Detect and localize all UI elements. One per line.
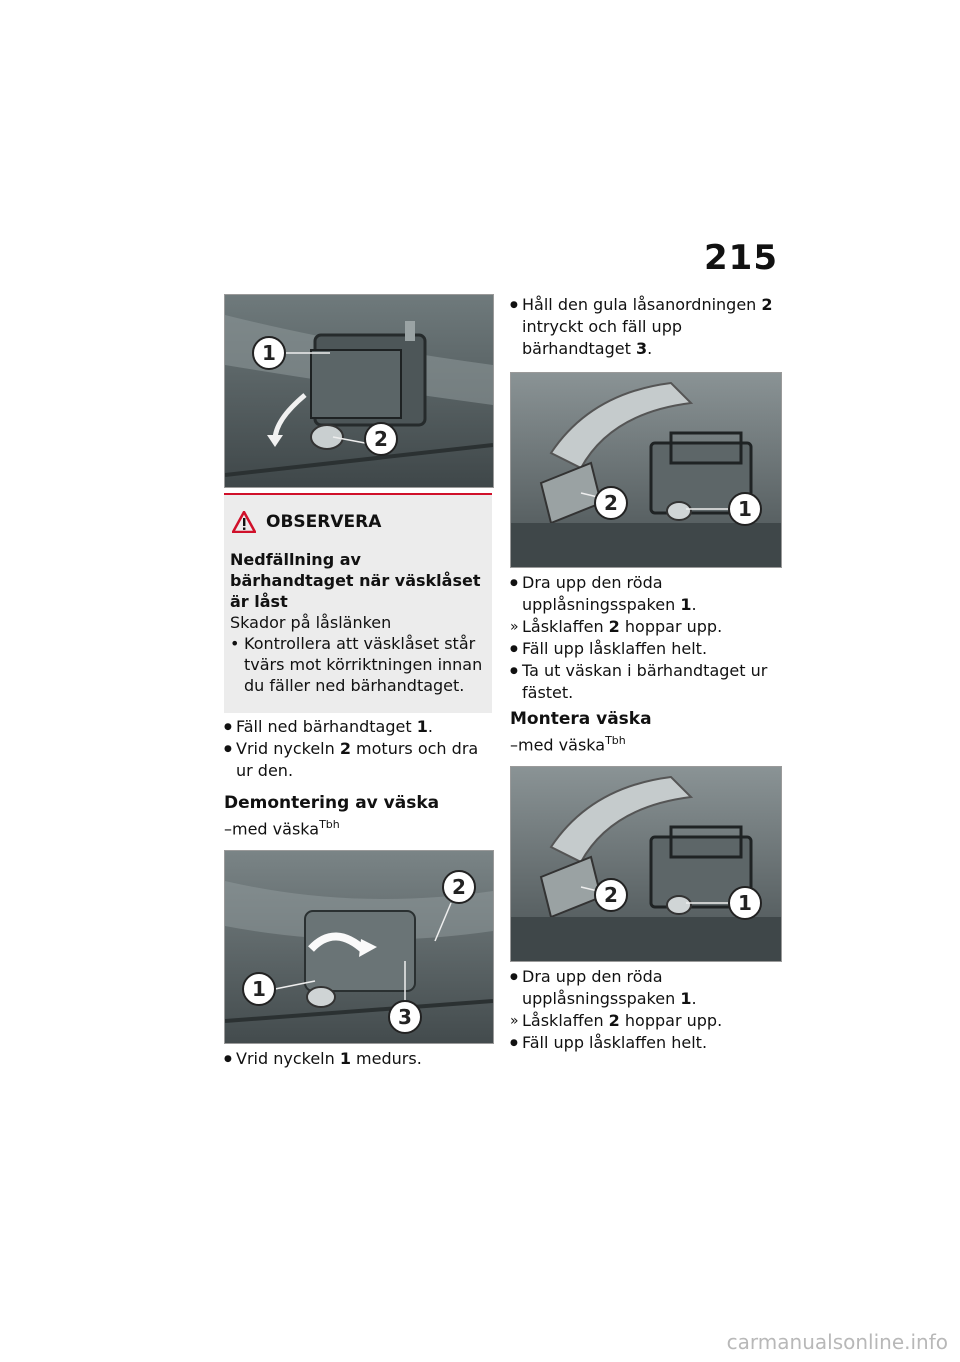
figure-key-turn — [224, 850, 494, 1044]
figure-label: 3 — [398, 1005, 412, 1029]
figure-label: 1 — [738, 891, 752, 915]
step-item: ● Ta ut väskan i bärhandtaget ur fästet. — [510, 660, 782, 704]
right-steps-2 — [510, 572, 782, 704]
section-heading: Demontering av väska — [224, 793, 440, 813]
section-sub-sup: Tbh — [319, 818, 340, 831]
notice-label: OBSERVERA — [266, 512, 382, 532]
notice-item: • Kontrollera att väsklåset står tvärs mot körriktningen innan du fäller ned bärhandtaget. — [230, 633, 486, 696]
figure-label: 1 — [252, 977, 266, 1001]
section-sub-sup: Tbh — [605, 734, 626, 747]
watermark: carmanualsonline.info — [726, 1330, 948, 1354]
page-number: 215 — [704, 238, 778, 278]
figure-label: 1 — [262, 341, 276, 365]
section-montera — [510, 708, 782, 756]
step-item: ● Dra upp den röda upplåsningsspaken 1. — [510, 572, 782, 616]
section-demontering — [224, 792, 494, 840]
right-steps-3 — [510, 966, 782, 1054]
figure-label: 2 — [374, 427, 388, 451]
notice-box — [224, 493, 492, 713]
section-sub: –med väska — [224, 819, 320, 839]
left-steps-1 — [224, 716, 494, 782]
step-item: ● Fäll ned bärhandtaget 1. — [224, 716, 494, 738]
step-item: ● Fäll upp låsklaffen helt. — [510, 1032, 782, 1054]
figure-label: 2 — [604, 491, 618, 515]
left-steps-2 — [224, 1048, 494, 1070]
figure-lock-release — [510, 372, 782, 568]
step-item: ● Vrid nyckeln 2 moturs och dra ur den. — [224, 738, 494, 782]
section-sub: –med väska — [510, 735, 606, 755]
figure-lock-release-2 — [510, 766, 782, 962]
figure-label: 1 — [738, 497, 752, 521]
right-steps-1 — [510, 294, 782, 360]
result-item: » Låsklaffen 2 hoppar upp. — [510, 1010, 782, 1032]
result-item: » Låsklaffen 2 hoppar upp. — [510, 616, 782, 638]
notice-title: Nedfällning av bärhandtaget när väsklåset är låst — [230, 550, 481, 611]
step-item: ● Vrid nyckeln 1 medurs. — [224, 1048, 494, 1070]
notice-subtitle: Skador på låslänken — [230, 613, 392, 632]
figure-label: 2 — [452, 875, 466, 899]
figure-handle-fold — [224, 294, 494, 488]
section-heading: Montera väska — [510, 709, 652, 729]
step-item: ● Fäll upp låsklaffen helt. — [510, 638, 782, 660]
warning-triangle-icon — [232, 511, 256, 533]
step-item: ● Dra upp den röda upplåsningsspaken 1. — [510, 966, 782, 1010]
figure-label: 2 — [604, 883, 618, 907]
step-item: ● Håll den gula låsanordningen 2 intryckt och fäll upp bärhandtaget 3. — [510, 294, 782, 360]
